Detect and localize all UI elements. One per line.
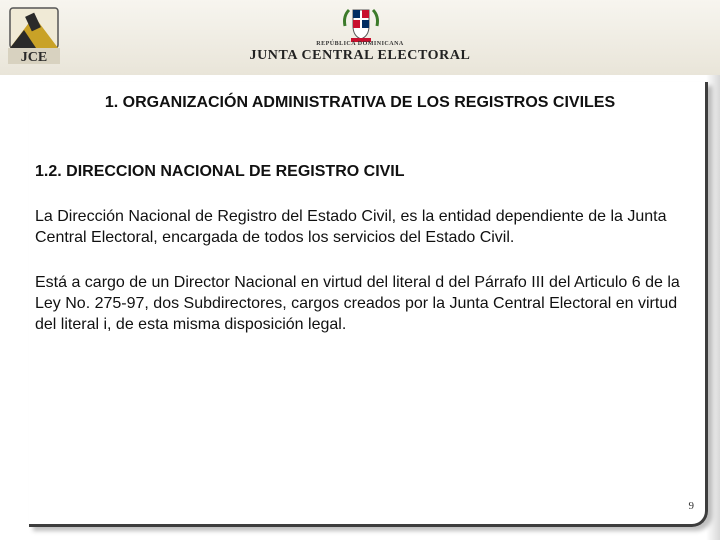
slide-title: 1. ORGANIZACIÓN ADMINISTRATIVA DE LOS REGISTROS CIVILES bbox=[104, 94, 616, 111]
right-shade bbox=[706, 75, 720, 540]
paragraph-1: La Dirección Nacional de Registro del Estado Civil, es la entidad dependiente de la Junta Central Electoral, encargada de todos los servicios del Estado Civil. bbox=[35, 208, 667, 246]
institution-title: JUNTA CENTRAL ELECTORAL bbox=[249, 48, 471, 63]
paragraph-2: Está a cargo de un Director Nacional en virtud del literal d del Párrafo III del Articulo 6 de la Ley No. 275-97, dos Subdirectores, cargos creados por la Junta Central Electoral en virtud del literal i, de esta misma disposición legal. bbox=[35, 274, 680, 333]
coat-of-arms-icon bbox=[341, 4, 381, 44]
republic-label: REPÚBLICA DOMINICANA bbox=[316, 41, 404, 47]
page-number: 9 bbox=[688, 500, 694, 512]
section-heading: 1.2. DIRECCION NACIONAL DE REGISTRO CIVIL bbox=[35, 163, 405, 180]
logo-text: JCE bbox=[20, 50, 48, 65]
